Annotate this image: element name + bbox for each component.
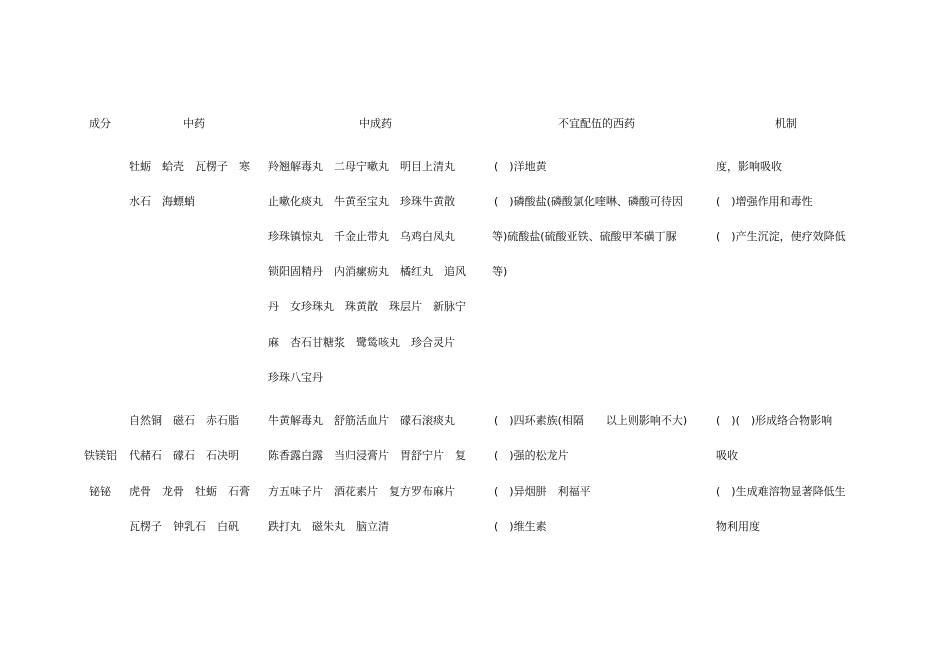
g2-patent-line: 跌打丸 磁朱丸 脑立清 bbox=[268, 520, 389, 533]
header-western-drugs: 不宜配伍的西药 bbox=[558, 117, 635, 130]
g2-herbs-line: 虎骨 龙骨 牡蛎 石膏 bbox=[129, 485, 250, 498]
g2-mechanism-line: ( )( )形成络合物影响 bbox=[716, 414, 833, 427]
g1-patent-line: 麻 杏石甘糖浆 鹭鸶咳丸 珍合灵片 bbox=[268, 336, 455, 349]
g2-herbs-line: 自然铜 磁石 赤石脂 bbox=[129, 414, 239, 427]
g2-mechanism-line: ( )生成难溶物显著降低生 bbox=[716, 485, 846, 498]
g1-western-line: ( )磷酸盐(磷酸氯化喹啉、磷酸可待因 bbox=[494, 195, 683, 208]
g2-mechanism-line: 物利用度 bbox=[716, 520, 760, 533]
g1-mechanism-line: ( )增强作用和毒性 bbox=[716, 195, 813, 208]
g1-patent-line: 羚翘解毒丸 二母宁嗽丸 明目上清丸 bbox=[268, 160, 455, 173]
g2-patent-line: 方五味子片 酒花素片 复方罗布麻片 bbox=[268, 485, 455, 498]
g1-herbs-line: 牡蛎 蛤壳 瓦楞子 寒 bbox=[129, 160, 250, 173]
g1-western-line: ( )洋地黄 bbox=[494, 160, 547, 173]
g1-patent-line: 止嗽化痰丸 牛黄至宝丸 珍珠牛黄散 bbox=[268, 195, 455, 208]
g1-patent-line: 珍珠镇惊丸 千金止带丸 乌鸡白凤丸 bbox=[268, 230, 455, 243]
g1-western-line: 等) bbox=[492, 265, 508, 278]
g1-patent-line: 丹 女珍珠丸 珠黄散 珠层片 新脉宁 bbox=[268, 300, 466, 313]
g2-component-line: 铁镁铝 bbox=[84, 449, 117, 462]
header-mechanism: 机制 bbox=[775, 117, 797, 130]
g1-patent-line: 珍珠八宝丹 bbox=[268, 371, 323, 384]
g2-western-line: ( )强的松龙片 bbox=[494, 449, 569, 462]
g2-mechanism-line: 吸收 bbox=[716, 449, 738, 462]
g1-mechanism-line: 度，影响吸收 bbox=[716, 160, 782, 173]
g2-western-line: ( )异烟肼 利福平 bbox=[494, 485, 591, 498]
g2-component-line: 铋铋 bbox=[89, 485, 111, 498]
header-herbs: 中药 bbox=[183, 117, 205, 130]
g2-western-line: ( )四环素族(相隔 以上则影响不大) bbox=[494, 414, 688, 427]
g2-herbs-line: 瓦楞子 钟乳石 白矾 bbox=[129, 520, 239, 533]
g1-western-line: 等)硫酸盐(硫酸亚铁、硫酸甲苯磺丁脲 bbox=[492, 230, 677, 243]
header-patent-medicine: 中成药 bbox=[359, 117, 392, 130]
g2-patent-line: 陈香露白露 当归浸膏片 胃舒宁片 复 bbox=[268, 449, 466, 462]
g1-herbs-line: 水石 海螵蛸 bbox=[129, 195, 195, 208]
g2-patent-line: 牛黄解毒丸 舒筋活血片 礞石滚痰丸 bbox=[268, 414, 455, 427]
g2-western-line: ( )维生素 bbox=[494, 520, 547, 533]
g2-herbs-line: 代赭石 礞石 石决明 bbox=[129, 449, 239, 462]
header-component: 成分 bbox=[89, 117, 111, 130]
g1-patent-line: 锁阳固精丹 内消瘰疬丸 橘红丸 追风 bbox=[268, 265, 466, 278]
g1-mechanism-line: ( )产生沉淀，使疗效降低 bbox=[716, 230, 846, 243]
